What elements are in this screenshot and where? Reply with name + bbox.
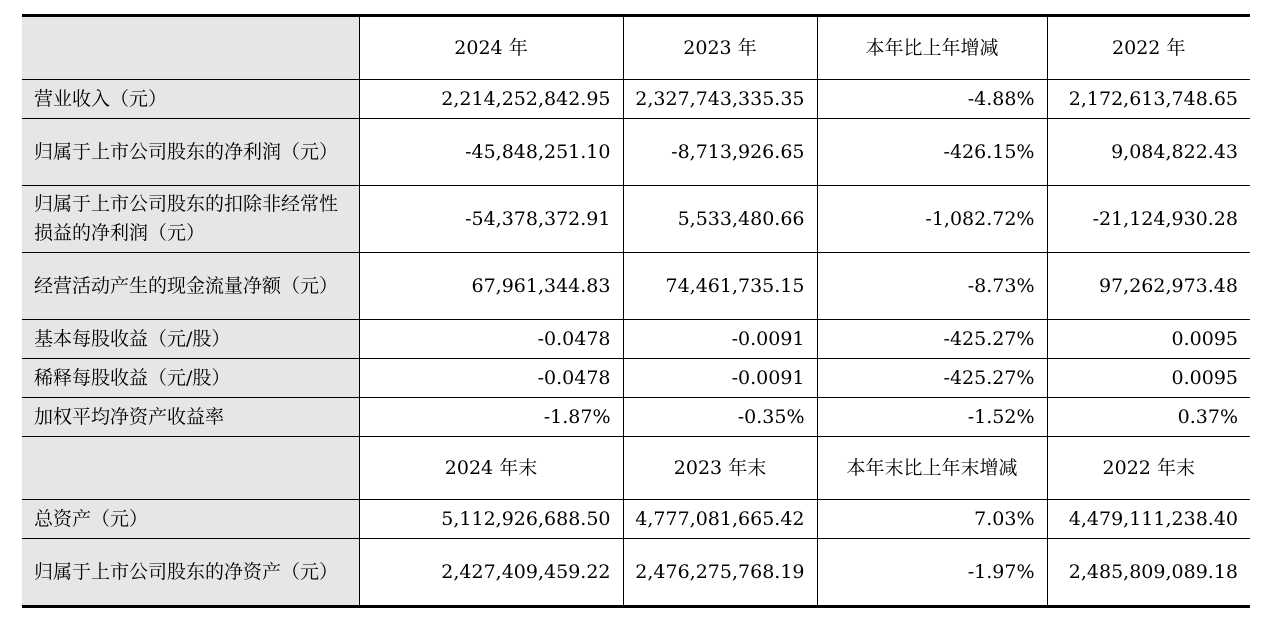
value-2024: 2,427,409,459.22: [359, 539, 623, 607]
header-yoy-change: 本年比上年增减: [817, 16, 1047, 80]
row-label: 基本每股收益（元/股）: [22, 320, 359, 359]
row-label: 归属于上市公司股东的扣除非经常性损益的净利润（元）: [22, 186, 359, 253]
value-2024: -0.0478: [359, 320, 623, 359]
value-2023: 74,461,735.15: [623, 253, 817, 320]
row-label: 归属于上市公司股东的净利润（元）: [22, 119, 359, 186]
value-2023: 4,777,081,665.42: [623, 500, 817, 539]
header-2022: 2022 年: [1047, 16, 1250, 80]
key-financial-indicators-table: [22, 14, 1250, 608]
value-2023: -0.0091: [623, 320, 817, 359]
value-2022: 97,262,973.48: [1047, 253, 1250, 320]
table-row: [22, 119, 1250, 186]
value-2023: -8,713,926.65: [623, 119, 817, 186]
value-2024: 2,214,252,842.95: [359, 80, 623, 119]
table-row: [22, 80, 1250, 119]
value-change: -1,082.72%: [817, 186, 1047, 253]
value-2024: -54,378,372.91: [359, 186, 623, 253]
financial-table-container: [22, 14, 1250, 608]
table-row: [22, 398, 1250, 437]
value-2022: 2,172,613,748.65: [1047, 80, 1250, 119]
value-change: -4.88%: [817, 80, 1047, 119]
header-2023-yearend: 2023 年末: [623, 437, 817, 500]
table-row: [22, 539, 1250, 607]
value-2024: -0.0478: [359, 359, 623, 398]
value-change: -1.52%: [817, 398, 1047, 437]
value-2022: -21,124,930.28: [1047, 186, 1250, 253]
value-2022: 0.0095: [1047, 320, 1250, 359]
header-2024: 2024 年: [359, 16, 623, 80]
table-row: [22, 253, 1250, 320]
row-label: 总资产（元）: [22, 500, 359, 539]
value-2022: 0.0095: [1047, 359, 1250, 398]
row-label: 稀释每股收益（元/股）: [22, 359, 359, 398]
value-2024: -45,848,251.10: [359, 119, 623, 186]
row-label: 加权平均净资产收益率: [22, 398, 359, 437]
value-2023: 5,533,480.66: [623, 186, 817, 253]
value-2024: 5,112,926,688.50: [359, 500, 623, 539]
table-row: [22, 500, 1250, 539]
year-header-row: [22, 16, 1250, 80]
value-change: -8.73%: [817, 253, 1047, 320]
row-label: 归属于上市公司股东的净资产（元）: [22, 539, 359, 607]
value-change: -426.15%: [817, 119, 1047, 186]
header-yearend-change: 本年末比上年末增减: [817, 437, 1047, 500]
header-empty-cell: [22, 437, 359, 500]
value-change: 7.03%: [817, 500, 1047, 539]
value-2022: 4,479,111,238.40: [1047, 500, 1250, 539]
value-2022: 0.37%: [1047, 398, 1250, 437]
value-2024: -1.87%: [359, 398, 623, 437]
header-2022-yearend: 2022 年末: [1047, 437, 1250, 500]
value-2023: 2,327,743,335.35: [623, 80, 817, 119]
value-change: -425.27%: [817, 359, 1047, 398]
value-2022: 2,485,809,089.18: [1047, 539, 1250, 607]
header-empty-cell: [22, 16, 359, 80]
table-row: [22, 186, 1250, 253]
row-label: 经营活动产生的现金流量净额（元）: [22, 253, 359, 320]
value-2023: 2,476,275,768.19: [623, 539, 817, 607]
row-label: 营业收入（元）: [22, 80, 359, 119]
header-2023: 2023 年: [623, 16, 817, 80]
yearend-header-row: [22, 437, 1250, 500]
value-2023: -0.0091: [623, 359, 817, 398]
header-2024-yearend: 2024 年末: [359, 437, 623, 500]
value-2024: 67,961,344.83: [359, 253, 623, 320]
value-2022: 9,084,822.43: [1047, 119, 1250, 186]
table-row: [22, 359, 1250, 398]
value-2023: -0.35%: [623, 398, 817, 437]
table-row: [22, 320, 1250, 359]
value-change: -1.97%: [817, 539, 1047, 607]
value-change: -425.27%: [817, 320, 1047, 359]
